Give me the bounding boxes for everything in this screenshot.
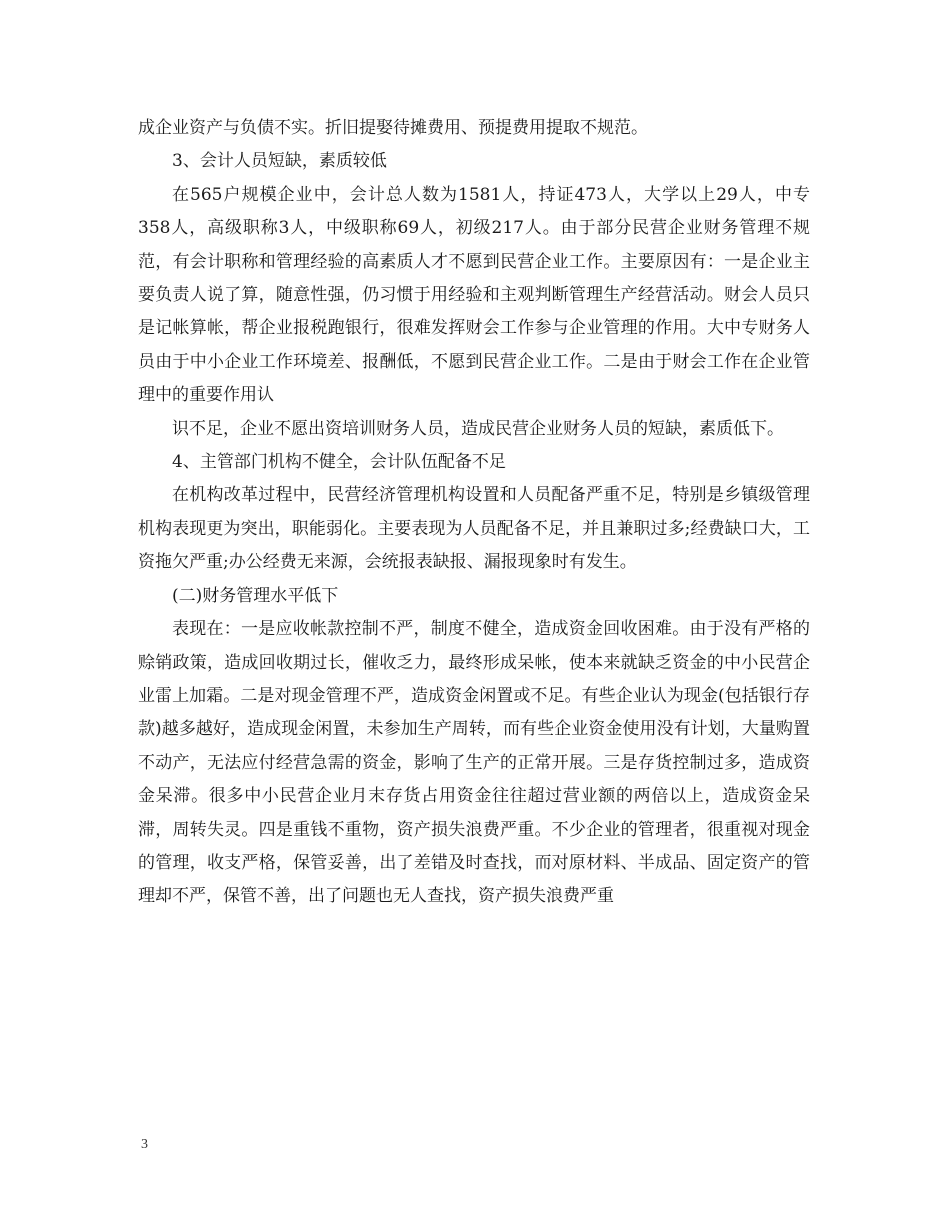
- paragraph-6: 在机构改革过程中，民营经济管理机构设置和人员配备严重不足，特别是乡镇级管理机构表现更为突出，职能弱化。主要表现为人员配备不足，并且兼职过多;经费缺口大，工资拖欠严重;办公经费无来源，会统报表缺报、漏报现象时有发生。: [138, 485, 810, 573]
- heading-departments: 4、主管部门机构不健全，会计队伍配备不足: [172, 452, 506, 473]
- heading-accounting-staff: 3、会计人员短缺，素质较低: [172, 151, 387, 172]
- heading-financial-management: (二)财务管理水平低下: [172, 585, 339, 606]
- paragraph-1: 成企业资产与负债不实。折旧提娶待摊费用、预提费用提取不规范。: [138, 118, 648, 138]
- paragraph-3: 在565户规模企业中，会计总人数为1581人，持证473人，大学以上29人，中专358人，高级职称3人，中级职称69人，初级217人。由于部分民营企业财务管理不规范，有会计职称和管理经验的高素质人才不愿到民营企业工作。主要原因有：一是企业主要负责人说了算，随意性强，仍习惯于用经验和主观判断管理生产经营活动。财会人员只是记帐算帐，帮企业报税跑银行，很难发挥财会工作参与企业管理的作用。大中专财务人员由于中小企业工作环境差、报酬低，不愿到民营企业工作。二是由于财会工作在企业管理中的重要作用认: [138, 184, 810, 406]
- paragraph-4: 识不足，企业不愿出资培训财务人员，造成民营企业财务人员的短缺，素质低下。: [172, 418, 784, 439]
- page-number: 3: [141, 1137, 148, 1152]
- document-body: [138, 112, 810, 914]
- paragraph-8: 表现在：一是应收帐款控制不严，制度不健全，造成资金回收困难。由于没有严格的赊销政策，造成回收期过长，催收乏力，最终形成呆帐，使本来就缺乏资金的中小民营企业雷上加霜。二是对现金管理不严，造成资金闲置或不足。有些企业认为现金(包括银行存款)越多越好，造成现金闲置，未参加生产周转，而有些企业资金使用没有计划，大量购置不动产，无法应付经营急需的资金，影响了生产的正常开展。三是存货控制过多，造成资金呆滞。很多中小民营企业月末存货占用资金往往超过营业额的两倍以上，造成资金呆滞，周转失灵。四是重钱不重物，资产损失浪费严重。不少企业的管理者，很重视对现金的管理，收支严格，保管妥善，出了差错及时查找，而对原材料、半成品、固定资产的管理却不严，保管不善，出了问题也无人查找，资产损失浪费严重: [138, 619, 810, 907]
